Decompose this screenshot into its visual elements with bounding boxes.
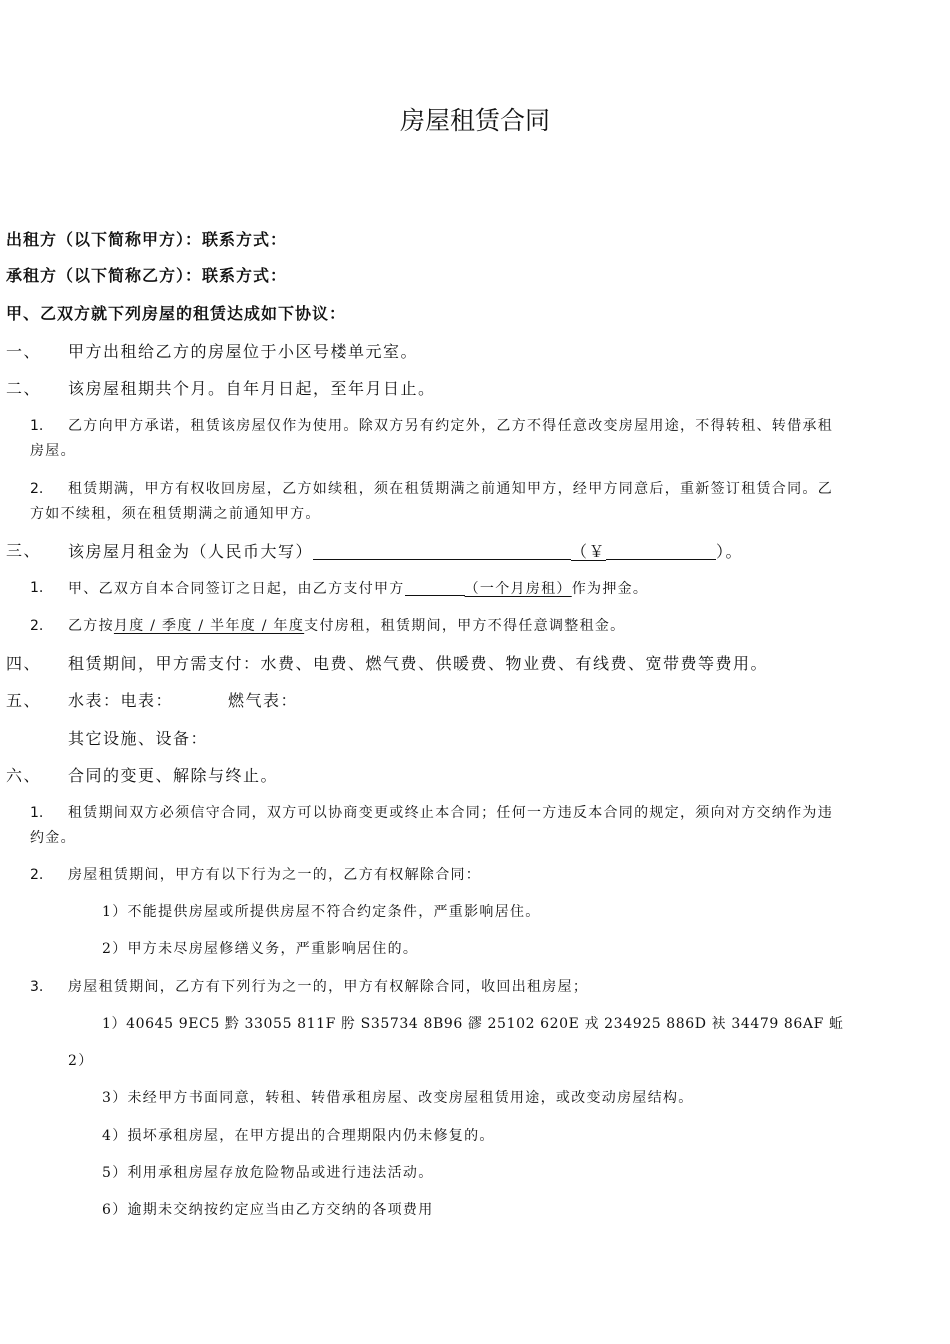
- agreement-line: 甲、乙双方就下列房屋的租赁达成如下协议：: [6, 304, 347, 323]
- section-1-number: 一、: [6, 342, 42, 361]
- section-3-number: 三、: [6, 541, 42, 560]
- s2-item-2-number: 2.: [30, 481, 44, 497]
- payment-pre: 乙方按: [68, 618, 114, 634]
- payment-periods: 月度 / 季度 / 半年度 / 年度: [113, 618, 305, 634]
- s6-item-3-number: 3.: [30, 979, 44, 995]
- s6-item-1-line-2: 约金。: [30, 830, 76, 846]
- rent-close: ）。: [716, 542, 744, 561]
- s3-item-1-number: 1.: [30, 580, 44, 596]
- s2-item-1-number: 1.: [30, 418, 44, 434]
- s3-item-1-text: [68, 581, 648, 596]
- s6-item-3-b: 2）: [68, 1053, 94, 1069]
- s6-item-3-text: 房屋租赁期间，乙方有下列行为之一的，甲方有权解除合同，收回出租房屋；: [68, 979, 589, 995]
- section-2-number: 二、: [6, 379, 42, 398]
- section-4-text: 租赁期间，甲方需支付：水费、电费、燃气费、供暖费、物业费、有线费、宽带费等费用。: [68, 654, 769, 673]
- s3-item-2-text: [68, 619, 625, 633]
- s6-item-3-c: 3）未经甲方书面同意，转租、转借承租房屋、改变房屋租赁用途，或改变动房屋结构。: [102, 1090, 694, 1106]
- deposit-pre: 甲、乙双方自本合同签订之日起，由乙方支付甲方: [68, 581, 405, 597]
- s6-item-2-text: 房屋租赁期间，甲方有以下行为之一的，乙方有权解除合同：: [68, 867, 482, 883]
- s6-item-1-line-1: 租赁期间双方必须信守合同，双方可以协商变更或终止本合同；任何一方违反本合同的规定，须向对方交纳作为违: [68, 805, 833, 821]
- s6-item-2-b: 2）甲方未尽房屋修缮义务，严重影响居住的。: [102, 941, 419, 957]
- s6-item-3-f: 6）逾期未交纳按约定应当由乙方交纳的各项费用: [102, 1202, 434, 1218]
- section-4-number: 四、: [6, 654, 42, 673]
- gas-meter: 燃气表：: [228, 691, 299, 710]
- s2-item-2-line-2: 方如不续租，须在租赁期满之前通知甲方。: [30, 506, 321, 522]
- s6-item-3-e: 5）利用承租房屋存放危险物品或进行违法活动。: [102, 1165, 434, 1181]
- section-6-text: 合同的变更、解除与终止。: [68, 766, 279, 785]
- other-facilities: 其它设施、设备：: [68, 729, 209, 748]
- s2-item-1-line-2: 房屋。: [30, 443, 76, 459]
- deposit-post: 作为押金。: [571, 581, 649, 597]
- s6-item-3-a: 1）40645 9EC5 黔 33055 811F 肹 S35734 8B96 豂 25102 620E 戎 234925 886D 衭 34479 86AF 蚯: [102, 1016, 844, 1032]
- lessee-line: 承租方（以下简称乙方）：联系方式：: [6, 266, 288, 285]
- rent-yen-blank: [606, 543, 716, 560]
- s6-item-2-number: 2.: [30, 867, 44, 883]
- rent-yen-label: （￥: [571, 542, 607, 561]
- s2-item-2-line-1: 租赁期满，甲方有权收回房屋，乙方如续租，须在租赁期满之前通知甲方，经甲方同意后，重新签订租赁合同。乙: [68, 481, 833, 497]
- s3-item-2-number: 2.: [30, 618, 44, 634]
- deposit-blank: [405, 581, 465, 596]
- s6-item-3-d: 4）损坏承租房屋，在甲方提出的合理期限内仍未修复的。: [102, 1128, 495, 1144]
- deposit-month: （一个月房租）: [464, 581, 572, 597]
- meter-readings: 水表：电表：: [68, 691, 174, 710]
- section-3-text: [68, 543, 743, 560]
- lessor-line: 出租方（以下简称甲方）：联系方式：: [6, 230, 288, 249]
- payment-post: 支付房租，租赁期间，甲方不得任意调整租金。: [304, 618, 626, 634]
- section-1-text: 甲方出租给乙方的房屋位于小区号楼单元室。: [68, 342, 419, 361]
- section-5-number: 五、: [6, 691, 42, 710]
- s6-item-2-a: 1）不能提供房屋或所提供房屋不符合约定条件，严重影响居住。: [102, 904, 541, 920]
- rent-label: 该房屋月租金为（人民币大写）: [68, 542, 314, 561]
- rent-amount-blank: [313, 543, 571, 560]
- page-title: 房屋租赁合同: [399, 106, 550, 135]
- section-2-text: 该房屋租期共个月。自年月日起，至年月日止。: [68, 379, 436, 398]
- section-6-number: 六、: [6, 766, 42, 785]
- s2-item-1-line-1: 乙方向甲方承诺，租赁该房屋仅作为使用。除双方另有约定外，乙方不得任意改变房屋用途，不得转租、转借承租: [68, 418, 833, 434]
- s6-item-1-number: 1.: [30, 805, 44, 821]
